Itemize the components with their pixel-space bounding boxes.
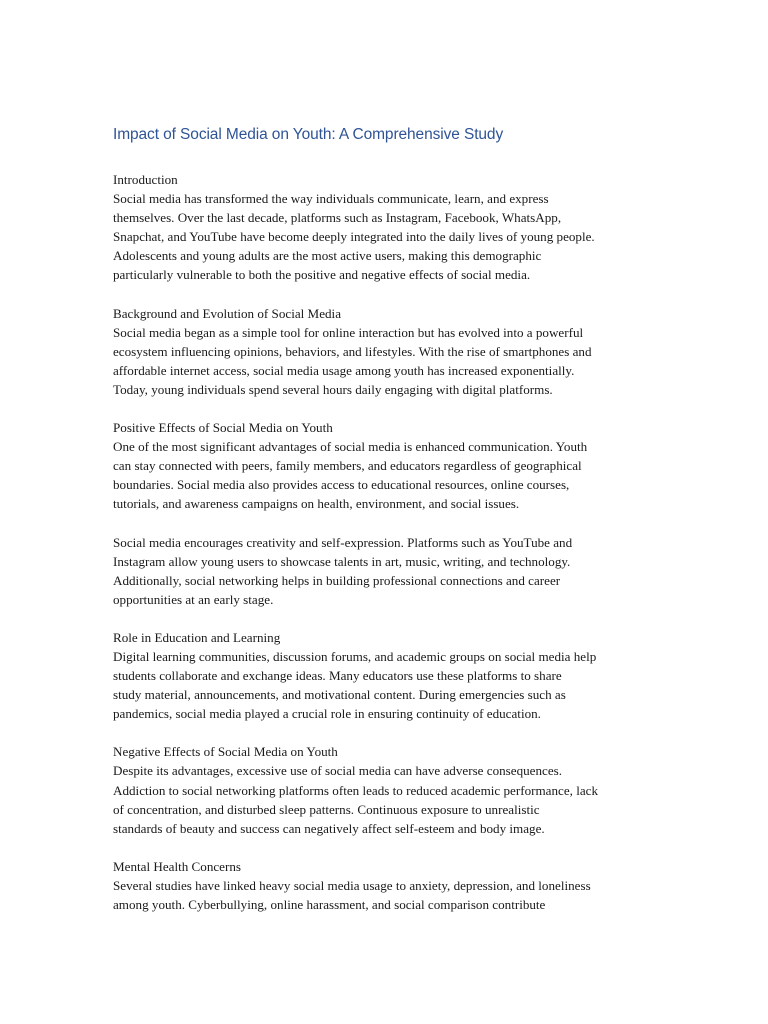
paragraph-line: Digital learning communities, discussion forums, and academic groups on social media help (113, 648, 597, 664)
paragraph-line: among youth. Cyberbullying, online harassment, and social comparison contribute (113, 897, 546, 912)
paragraph-line: study material, announcements, and motivational content. During emergencies such as (113, 687, 566, 703)
section-line: Mental Health Concerns (113, 858, 241, 874)
paragraph-line: of concentration, and disturbed sleep patterns. Continuous exposure to unrealistic (113, 801, 540, 817)
section-line: Introduction (113, 172, 178, 187)
paragraph-line: standards of beauty and success can negatively affect self-esteem and body image. (113, 820, 545, 836)
document-section (113, 742, 673, 837)
section-line: Negative Effects of Social Media on Youth (113, 744, 338, 760)
paragraph-line: affordable internet access, social media usage among youth has increased exponentially. (113, 362, 575, 378)
paragraph-line: pandemics, social media played a crucial role in ensuring continuity of education. (113, 706, 541, 722)
paragraph-line: One of the most significant advantages of social media is enhanced communication. Youth (113, 439, 588, 455)
document-title: Impact of Social Media on Youth: A Comprehensive Study (113, 126, 504, 143)
paragraph-line: Social media has transformed the way individuals communicate, learn, and express (113, 191, 549, 207)
document-section (113, 304, 673, 399)
paragraph-line: Adolescents and young adults are the most active users, making this demographic (113, 248, 542, 264)
document-section (113, 170, 673, 285)
paragraph-line: Instagram allow young users to showcase talents in art, music, writing, and technology. (113, 553, 571, 569)
paragraph-line: opportunities at an early stage. (113, 591, 274, 607)
paragraph-line: tutorials, and awareness campaigns on health, environment, and social issues. (113, 496, 520, 512)
paragraph-line: Today, young individuals spend several hours daily engaging with digital platforms. (113, 381, 553, 397)
paragraph-line: Social media encourages creativity and self-expression. Platforms such as YouTube and (113, 534, 573, 550)
paragraph-line: Despite its advantages, excessive use of social media can have adverse consequences. (113, 763, 563, 779)
document-body (113, 124, 673, 914)
paragraph-line: particularly vulnerable to both the positive and negative effects of social media. (113, 267, 531, 283)
paragraph-line: Several studies have linked heavy social media usage to anxiety, depression, and loneliness (113, 877, 591, 893)
paragraph-line: themselves. Over the last decade, platforms such as Instagram, Facebook, WhatsApp, (113, 210, 562, 226)
section-line: Positive Effects of Social Media on Youth (113, 420, 333, 436)
section-line: Role in Education and Learning (113, 629, 281, 645)
document-section (113, 857, 673, 914)
paragraph-line: Social media began as a simple tool for online interaction but has evolved into a powerful (113, 324, 584, 340)
paragraph-line: boundaries. Social media also provides access to educational resources, online courses, (113, 477, 570, 493)
document-section (113, 628, 673, 723)
document-section (113, 418, 673, 513)
document-sections (113, 170, 673, 914)
paragraph-line: Additionally, social networking helps in building professional connections and career (113, 572, 561, 588)
paragraph-line: ecosystem influencing opinions, behaviors, and lifestyles. With the rise of smartphones and (113, 343, 592, 359)
paragraph-line: Snapchat, and YouTube have become deeply integrated into the daily lives of young people. (113, 229, 595, 245)
paragraph-line: Addiction to social networking platforms often leads to reduced academic performance, lack (113, 782, 599, 798)
paragraph-line: can stay connected with peers, family members, and educators regardless of geographical (113, 458, 582, 474)
document-section (113, 533, 673, 609)
paragraph-line: students collaborate and exchange ideas. Many educators use these platforms to share (113, 668, 562, 684)
section-line: Background and Evolution of Social Media (113, 305, 342, 321)
